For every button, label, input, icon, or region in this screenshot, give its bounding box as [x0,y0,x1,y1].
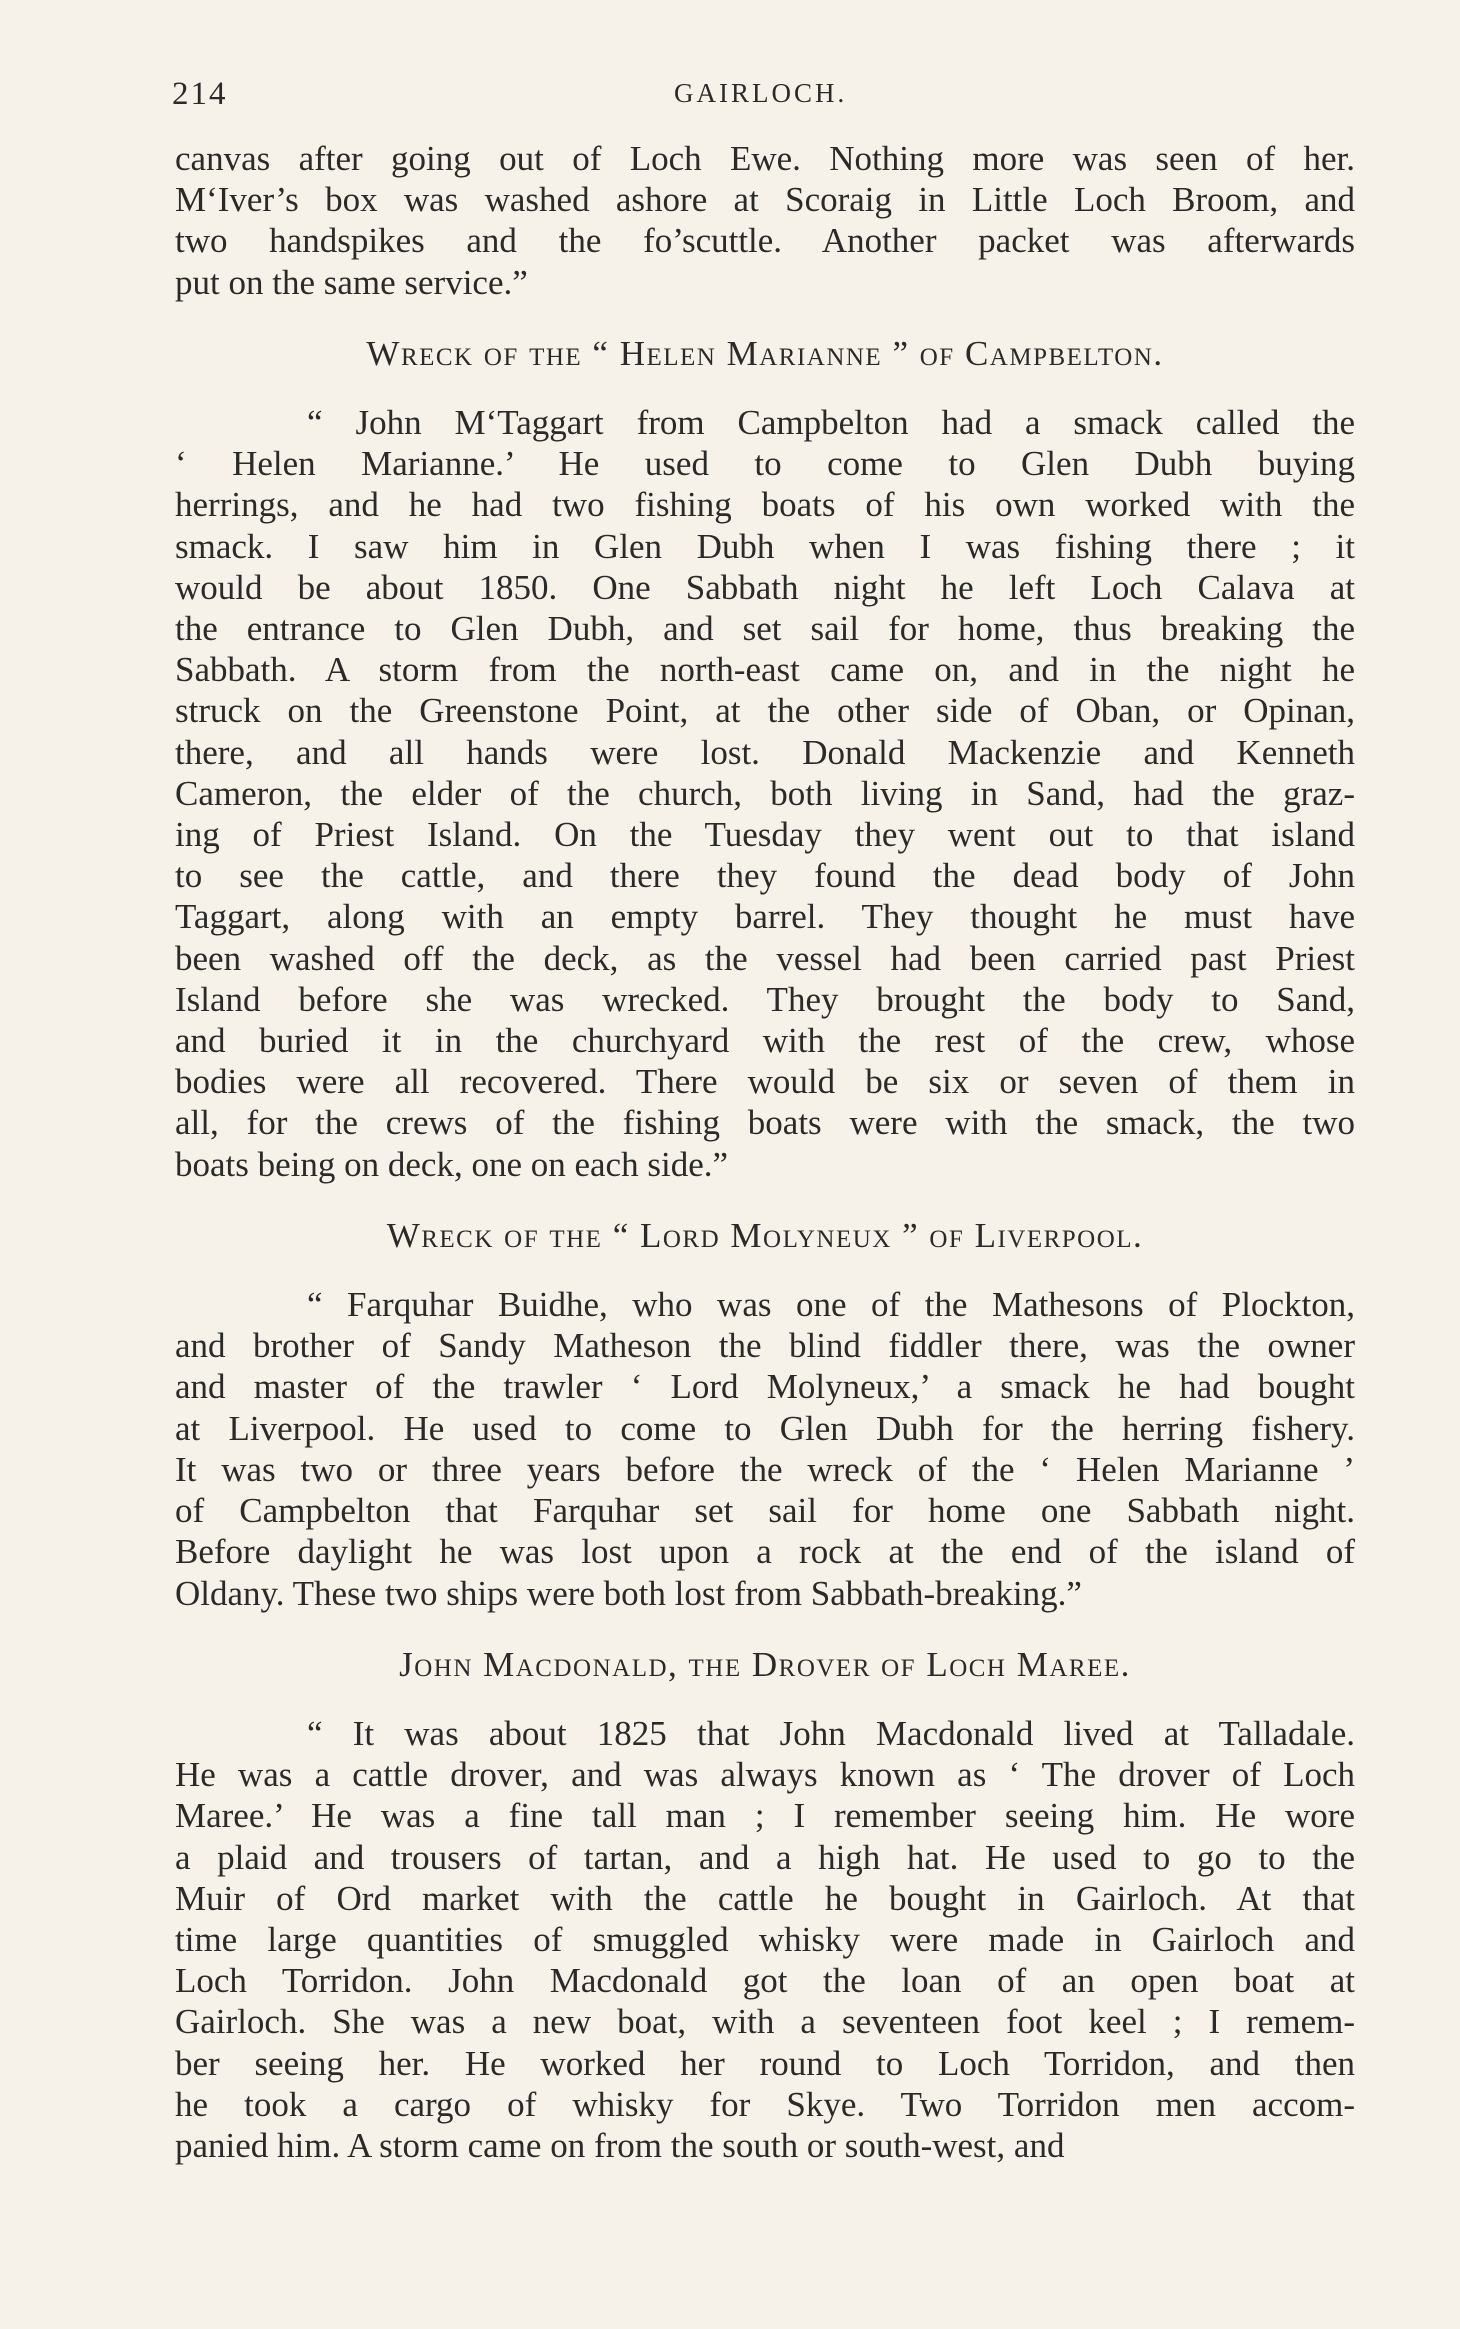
page-number: 214 [172,76,228,112]
text-line: Oldany. These two ships were both lost from Sabbath-breaking.” [175,1573,1082,1613]
paragraph [175,1284,1355,1614]
text-line: M‘Iver’s box was washed ashore at Scoraig in Little Loch Broom, and [175,180,1355,220]
text-line: Cameron, the elder of the church, both living in Sand, had the graz- [175,773,1355,813]
text-line: struck on the Greenstone Point, at the other side of Oban, or Opinan, [175,691,1355,731]
text-line: herrings, and he had two fishing boats of his own worked with the [175,485,1355,525]
text-line: Sabbath. A storm from the north-east came on, and in the night he [175,650,1355,690]
text-line: there, and all hands were lost. Donald Mackenzie and Kenneth [175,732,1355,772]
paragraph [175,402,1355,1185]
text-line: canvas after going out of Loch Ewe. Nothing more was seen of her. [175,139,1355,178]
text-line: Muir of Ord market with the cattle he bought in Gairloch. At that [175,1878,1355,1918]
text-line: ‘ Helen Marianne.’ He used to come to Glen Dubh buying [175,444,1355,484]
text-line: It was two or three years before the wreck of the ‘ Helen Marianne ’ [175,1449,1355,1489]
text-line: ing of Priest Island. On the Tuesday they went out to that island [175,815,1355,855]
text-line: “ It was about 1825 that John Macdonald lived at Talladale. [307,1713,1355,1753]
section-heading: Wreck of the “ Helen Marianne ” of Campbelton. [366,333,1164,373]
text-line: time large quantities of smuggled whisky were made in Gairloch and [175,1919,1355,1959]
text-line: boats being on deck, one on each side.” [175,1144,729,1184]
text-line: He was a cattle drover, and was always known as ‘ The drover of Loch [175,1755,1355,1795]
text-line: Gairloch. She was a new boat, with a seventeen foot keel ; I remem- [175,2002,1355,2042]
text-line: and buried it in the churchyard with the rest of the crew, whose [175,1021,1355,1061]
text-line: the entrance to Glen Dubh, and set sail for home, thus breaking the [175,609,1355,649]
text-line: of Campbelton that Farquhar set sail for home one Sabbath night. [175,1491,1355,1531]
text-line: “ John M‘Taggart from Campbelton had a smack called the [307,403,1355,443]
text-line: Before daylight he was lost upon a rock at the end of the island of [175,1532,1355,1572]
paragraph [175,138,1355,303]
text-line: ber seeing her. He worked her round to Loch Torridon, and then [175,2043,1355,2083]
text-line: panied him. A storm came on from the south or south-west, and [175,2125,1065,2165]
paragraph [175,1713,1355,2166]
text-line: a plaid and trousers of tartan, and a high hat. He used to go to the [175,1837,1355,1877]
text-line: smack. I saw him in Glen Dubh when I was fishing there ; it [175,526,1355,566]
text-line: Maree.’ He was a fine tall man ; I remember seeing him. He wore [175,1796,1355,1836]
section-heading: Wreck of the “ Lord Molyneux ” of Liverpool. [386,1215,1144,1255]
text-line: put on the same service.” [175,262,528,302]
body-text [175,138,1355,2166]
text-line: and brother of Sandy Matheson the blind fiddler there, was the owner [175,1326,1355,1366]
text-line: Island before she was wrecked. They brought the body to Sand, [175,979,1355,1019]
text-line: to see the cattle, and there they found the dead body of John [175,856,1355,896]
section-heading: John Macdonald, the Drover of Loch Maree. [399,1644,1131,1684]
running-title: GAIRLOCH. [674,78,848,108]
text-line: Loch Torridon. John Macdonald got the loan of an open boat at [175,1961,1355,2001]
text-line: and master of the trawler ‘ Lord Molyneux,’ a smack he had bought [175,1367,1355,1407]
text-line: two handspikes and the fo’scuttle. Another packet was afterwards [175,221,1355,261]
text-line: been washed off the deck, as the vessel had been carried past Priest [175,938,1355,978]
running-header [172,76,1372,116]
text-line: all, for the crews of the fishing boats were with the smack, the two [175,1103,1355,1143]
text-line: Taggart, along with an empty barrel. They thought he must have [175,897,1355,937]
text-line: at Liverpool. He used to come to Glen Dubh for the herring fishery. [175,1408,1355,1448]
text-line: “ Farquhar Buidhe, who was one of the Mathesons of Plockton, [307,1285,1355,1325]
text-line: would be about 1850. One Sabbath night he left Loch Calava at [175,567,1355,607]
text-line: he took a cargo of whisky for Skye. Two Torridon men accom- [175,2084,1355,2124]
text-line: bodies were all recovered. There would be six or seven of them in [175,1062,1355,1102]
